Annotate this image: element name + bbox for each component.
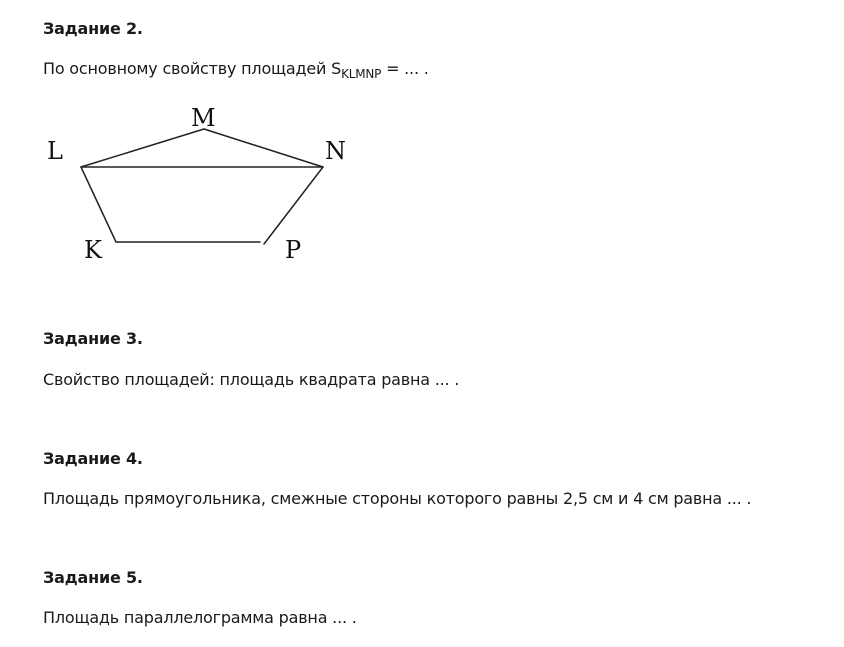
task-2-text-before: По основному свойству площадей S [43,59,342,78]
task-5-title: Задание 5. [43,568,143,587]
segment-mn [204,129,323,167]
task-3-text: Свойство площадей: площадь квадрата равна ... . [43,370,460,389]
task-3-title: Задание 3. [43,329,143,348]
vertex-label-m: M [191,104,216,132]
task-5-text: Площадь параллелограмма равна ... . [43,608,357,627]
segment-np [264,167,323,244]
task-2-text-after: = ... . [381,59,429,78]
task-4-text: Площадь прямоугольника, смежные стороны которого равны 2,5 см и 4 см равна ... . [43,489,752,508]
vertex-label-p: P [285,236,302,264]
pentagon-figure [0,0,844,300]
task-4-title: Задание 4. [43,449,143,468]
segment-lm [81,129,204,167]
vertex-label-n: N [325,137,346,165]
area-subscript: KLMNP [341,67,382,81]
vertex-label-k: K [84,236,102,264]
task-2-title: Задание 2. [43,19,143,38]
segment-lk [81,167,116,242]
vertex-label-l: L [47,137,63,165]
